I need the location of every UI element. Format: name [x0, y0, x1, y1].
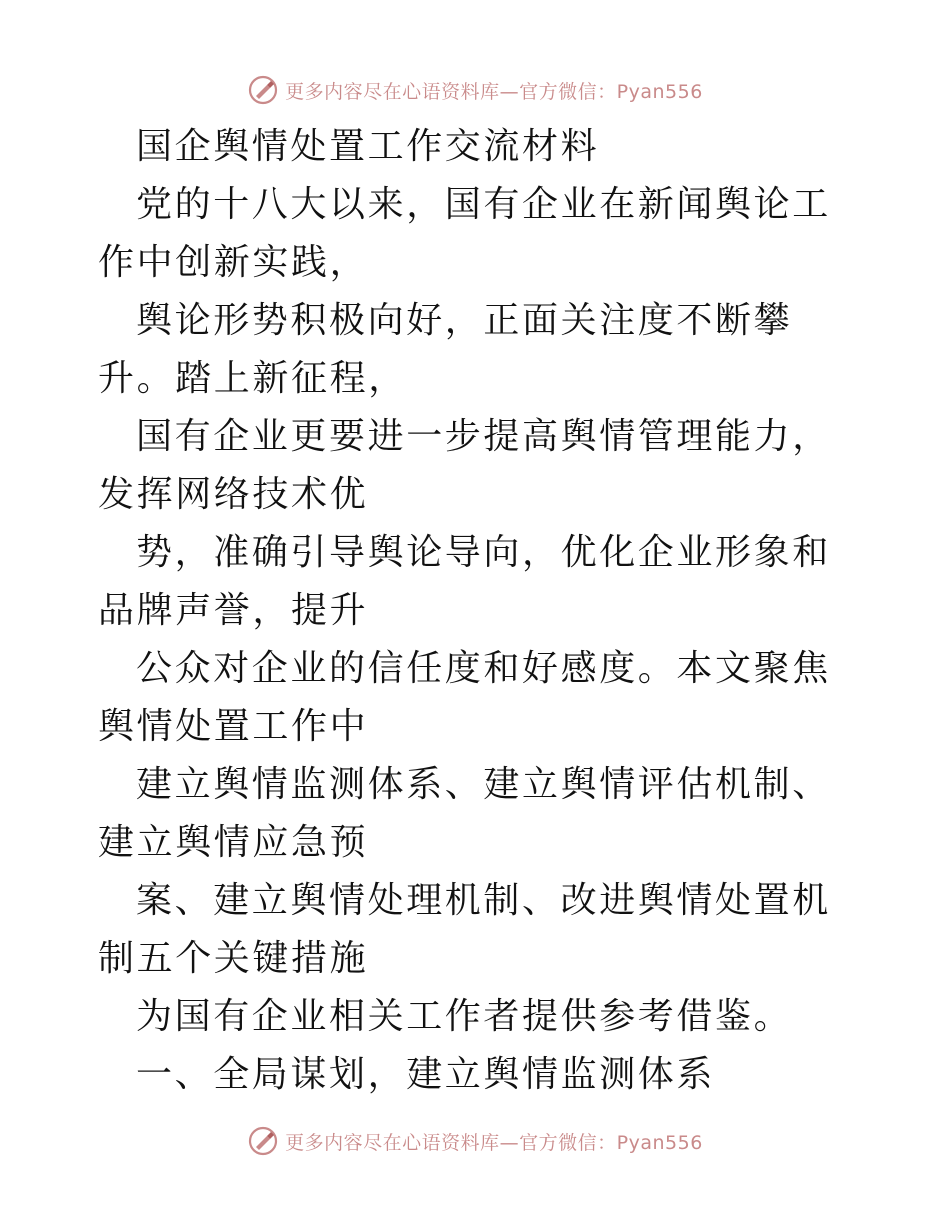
pen-logo-icon [247, 74, 279, 106]
pen-logo-icon [247, 1125, 279, 1157]
document-title: 国企舆情处置工作交流材料 [136, 126, 600, 167]
paragraph-5: 公众对企业的信任度和好感度。本文聚焦舆情处置工作中 [98, 648, 831, 747]
watermark-text: 更多内容尽在心语资料库—官方微信：Pyan556 [285, 80, 703, 103]
document-body [98, 118, 858, 1104]
header-watermark [0, 70, 950, 110]
watermark-text: 更多内容尽在心语资料库—官方微信：Pyan556 [285, 1131, 703, 1154]
paragraph-6: 建立舆情监测体系、建立舆情评估机制、建立舆情应急预 [98, 764, 831, 863]
footer-watermark [0, 1121, 950, 1161]
section-heading: 一、全局谋划，建立舆情监测体系 [136, 1054, 716, 1095]
paragraph-1: 党的十八大以来，国有企业在新闻舆论工作中创新实践， [98, 184, 831, 283]
paragraph-2: 舆论形势积极向好，正面关注度不断攀升。踏上新征程， [98, 300, 793, 399]
paragraph-4: 势，准确引导舆论导向，优化企业形象和品牌声誉，提升 [98, 532, 831, 631]
paragraph-3: 国有企业更要进一步提高舆情管理能力，发挥网络技术优 [98, 416, 831, 515]
paragraph-7: 案、建立舆情处理机制、改进舆情处置机制五个关键措施 [98, 880, 831, 979]
paragraph-8: 为国有企业相关工作者提供参考借鉴。 [136, 996, 793, 1037]
